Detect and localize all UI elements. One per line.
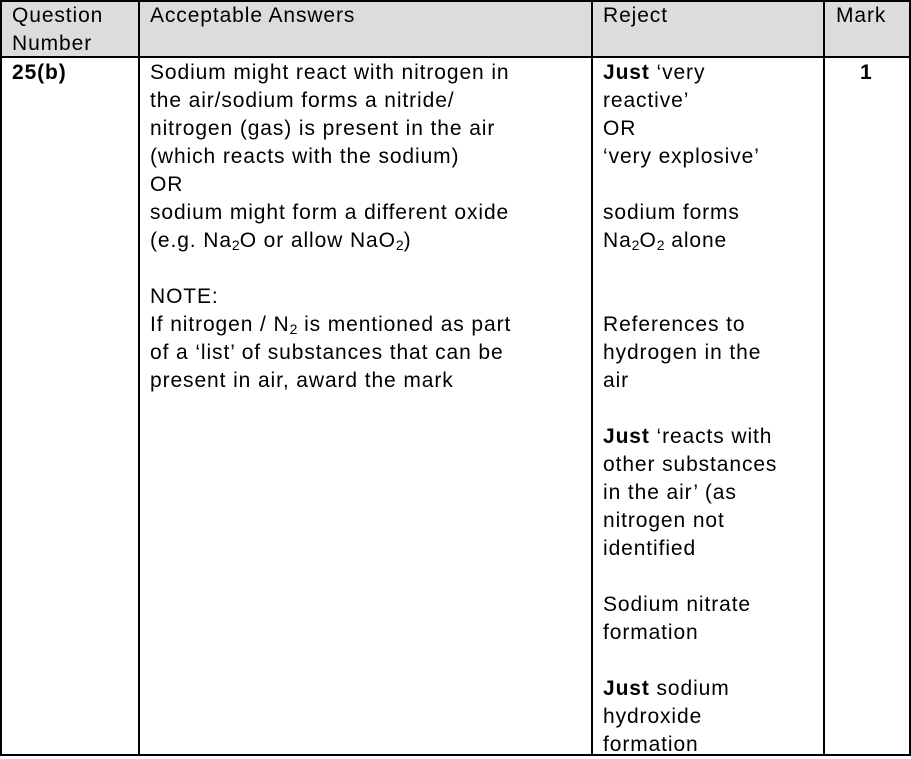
answer-text: O or allow NaO [239, 229, 396, 252]
table-border-top [0, 0, 911, 2]
reject-line: hydrogen in the [603, 341, 762, 364]
note-line: of a ‘list’ of substances that can be [150, 341, 504, 364]
reject-cell [603, 59, 777, 759]
column-divider-3 [823, 0, 825, 756]
answer-text: (e.g. Na [150, 229, 232, 252]
reject-text: sodium [649, 677, 730, 700]
table-border-left [0, 0, 2, 756]
reject-line: formation [603, 621, 699, 644]
reject-line [603, 675, 777, 703]
header-reject-text: Reject [603, 4, 668, 27]
reject-text: alone [664, 229, 728, 252]
answer-line: the air/sodium forms a nitride/ [150, 89, 455, 112]
note-line [150, 311, 511, 339]
note-label: NOTE: [150, 285, 219, 308]
just-keyword: Just [603, 425, 650, 448]
reject-line [603, 59, 777, 87]
header-acceptable-answers-text: Acceptable Answers [150, 4, 356, 27]
column-divider-1 [138, 0, 140, 756]
answer-line: Sodium might react with nitrogen in [150, 61, 510, 84]
reject-line: identified [603, 537, 697, 560]
reject-or: OR [603, 117, 637, 140]
reject-text: O [639, 229, 657, 252]
reject-text: ‘reacts with [649, 425, 773, 448]
reject-line: hydroxide [603, 705, 703, 728]
reject-line: other substances [603, 453, 778, 476]
header-mark-text: Mark [836, 4, 887, 27]
reject-text: Na [603, 229, 632, 252]
reject-line: References to [603, 313, 746, 336]
just-keyword: Just [603, 61, 650, 84]
answer-line: sodium might form a different oxide [150, 201, 510, 224]
reject-line: nitrogen not [603, 509, 725, 532]
just-keyword: Just [603, 677, 650, 700]
mark-cell [860, 59, 873, 87]
column-divider-2 [591, 0, 593, 756]
answer-text: ) [403, 229, 412, 252]
reject-line: formation [603, 733, 699, 756]
mark-value: 1 [860, 61, 873, 84]
question-number: 25(b) [12, 61, 67, 84]
subscript: 2 [289, 321, 298, 337]
reject-line: ‘very explosive’ [603, 145, 760, 168]
header-question-number [12, 2, 103, 58]
reject-line: Sodium nitrate [603, 593, 752, 616]
reject-line: sodium forms [603, 201, 740, 224]
subscript: 2 [631, 237, 640, 253]
subscript: 2 [395, 237, 404, 253]
header-question-number-line-1: Question [12, 4, 104, 27]
answer-line: nitrogen (gas) is present in the air [150, 117, 496, 140]
header-acceptable-answers [150, 2, 355, 30]
note-text: is mentioned as part [297, 313, 512, 336]
reject-line: air [603, 369, 630, 392]
reject-formula [603, 227, 777, 255]
reject-text: ‘very [649, 61, 706, 84]
header-reject [603, 2, 668, 30]
note-text: If nitrogen / N [150, 313, 290, 336]
reject-line: reactive’ [603, 89, 690, 112]
subscript: 2 [231, 237, 240, 253]
header-mark [836, 2, 886, 30]
header-question-number-line-2: Number [12, 32, 93, 55]
header-divider [0, 56, 911, 58]
answer-oxide-formulas [150, 227, 511, 255]
reject-line [603, 423, 777, 451]
subscript: 2 [656, 237, 665, 253]
question-number-cell [12, 59, 67, 87]
answer-or: OR [150, 173, 184, 196]
acceptable-answers-cell [150, 59, 511, 395]
note-line: present in air, award the mark [150, 369, 454, 392]
reject-line: in the air’ (as [603, 481, 737, 504]
answer-line: (which reacts with the sodium) [150, 145, 460, 168]
